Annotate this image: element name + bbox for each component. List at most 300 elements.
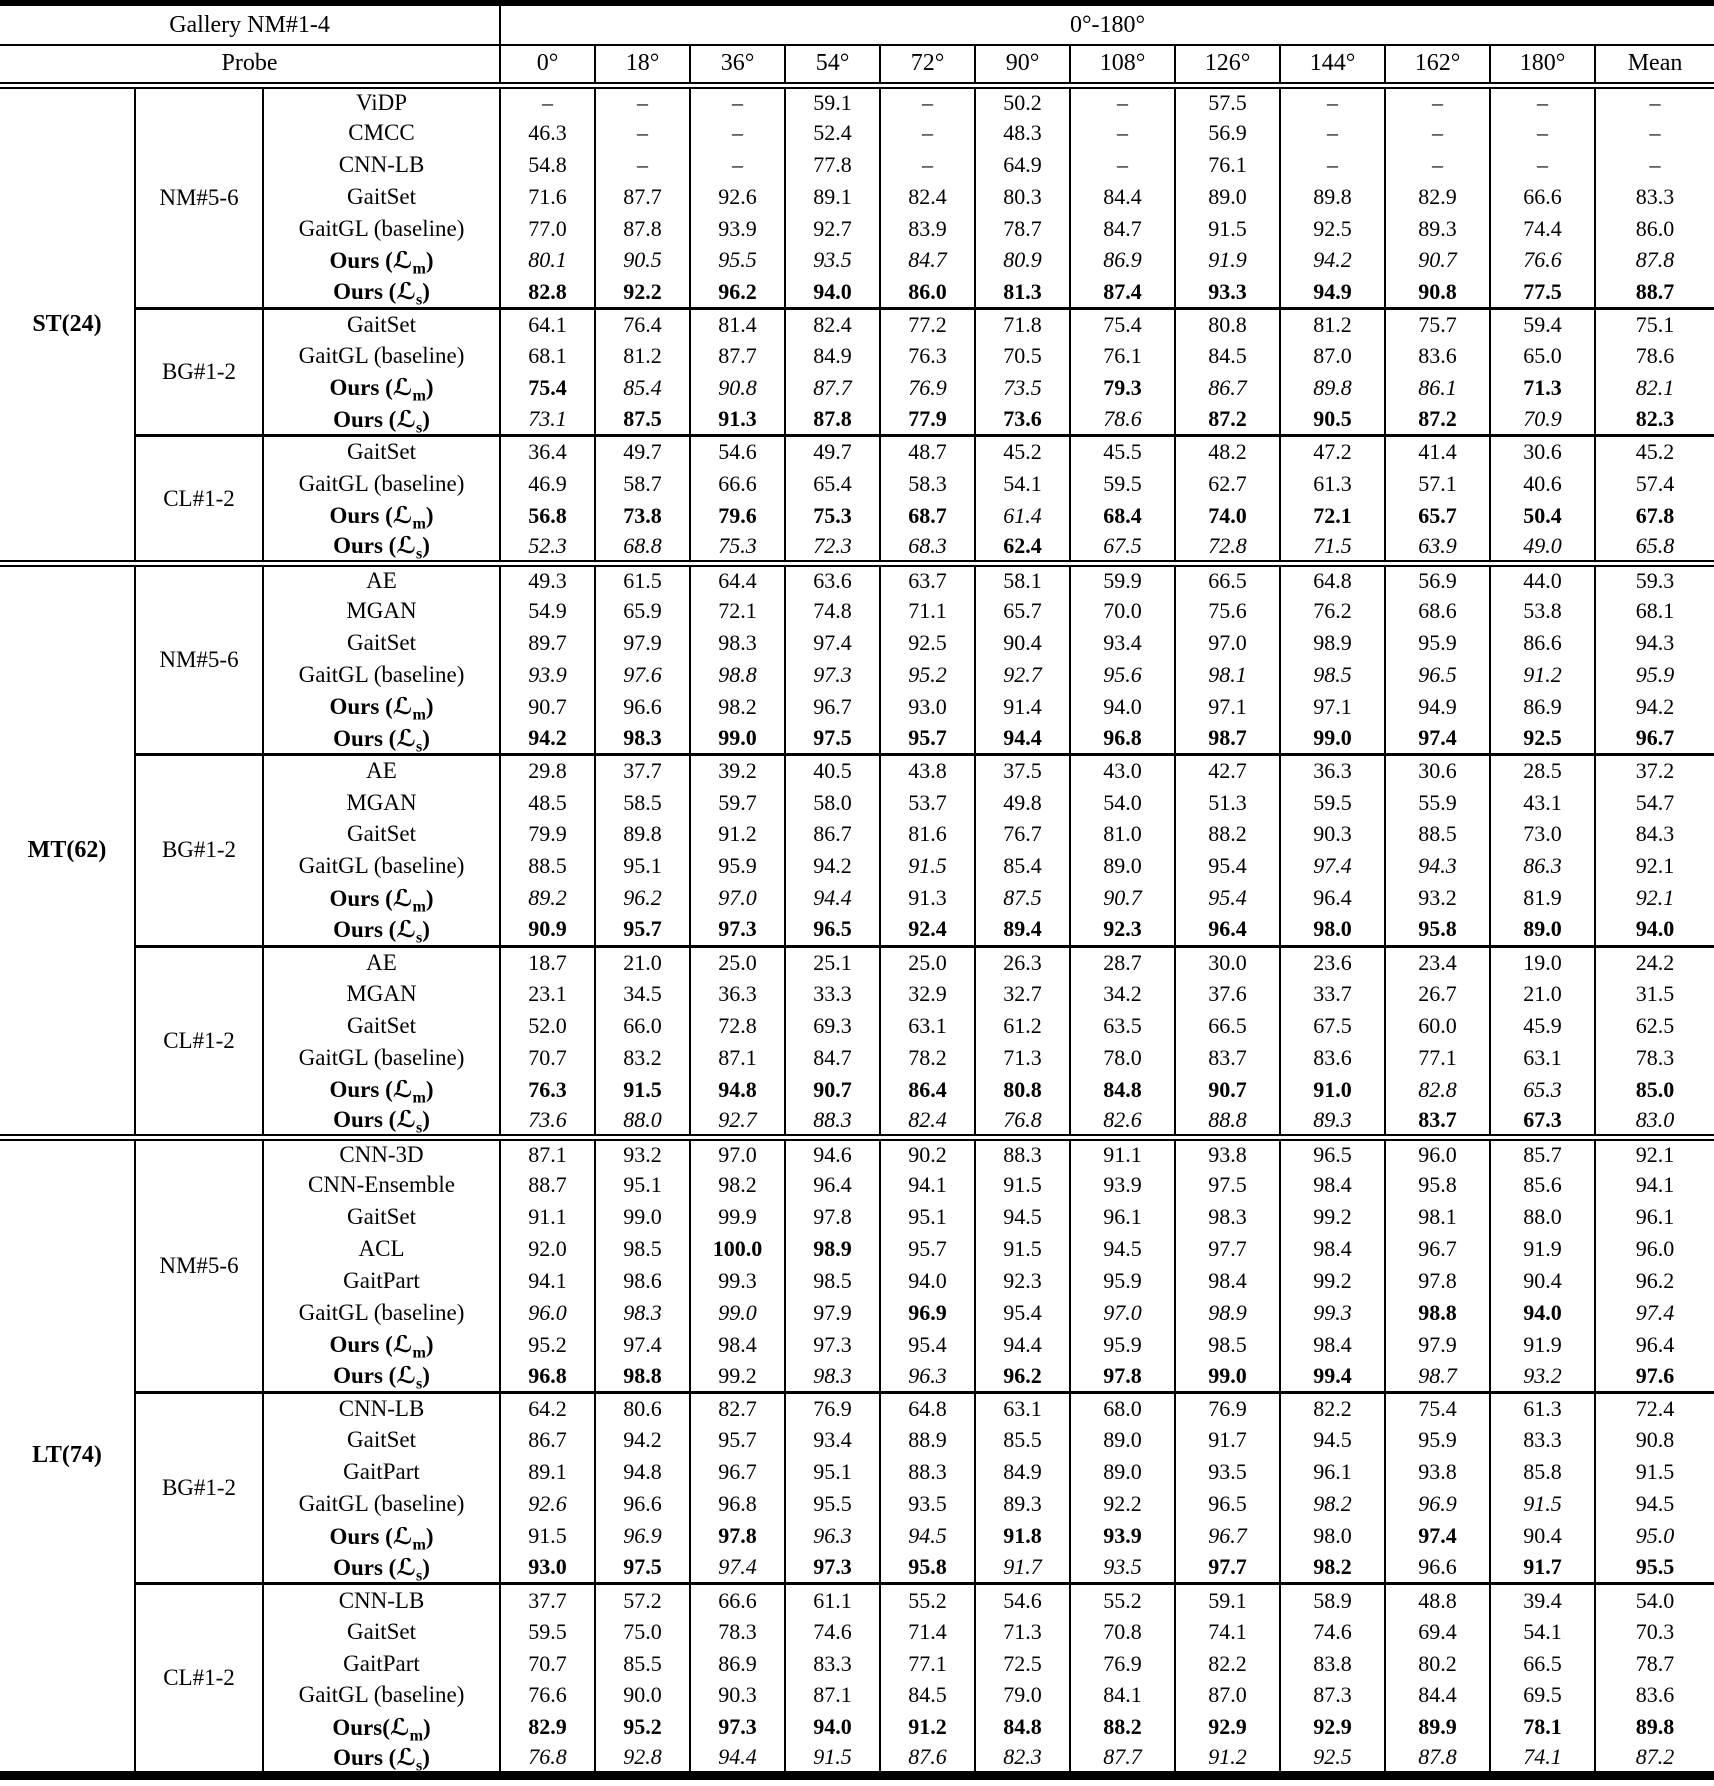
- value-cell: 86.9: [1070, 244, 1175, 276]
- value-cell: 64.4: [690, 563, 785, 595]
- value-cell: 97.7: [1175, 1552, 1280, 1584]
- value-cell: 96.9: [880, 1297, 975, 1329]
- value-cell: 96.3: [880, 1361, 975, 1393]
- value-cell: 98.0: [1280, 1520, 1385, 1552]
- value-cell: 36.4: [500, 436, 595, 468]
- value-cell: 89.8: [1280, 372, 1385, 404]
- method-cell: CNN-3D: [263, 1137, 500, 1169]
- value-cell: 34.2: [1070, 978, 1175, 1010]
- value-cell: 33.3: [785, 978, 880, 1010]
- value-cell: 82.9: [500, 1711, 595, 1743]
- table-body: [0, 85, 1714, 1775]
- value-cell: 54.1: [975, 468, 1070, 500]
- value-cell: 53.7: [880, 787, 975, 819]
- value-cell: 56.9: [1385, 563, 1490, 595]
- value-cell: 96.5: [1280, 1137, 1385, 1169]
- value-cell: 97.4: [595, 1329, 690, 1361]
- value-cell: 21.0: [1490, 978, 1595, 1010]
- condition-cell: BG#1-2: [135, 755, 263, 946]
- value-cell: 79.6: [690, 500, 785, 532]
- value-cell: 73.5: [975, 372, 1070, 404]
- value-cell: 68.3: [880, 531, 975, 563]
- value-cell: 90.7: [500, 691, 595, 723]
- value-cell: 95.9: [1385, 627, 1490, 659]
- value-cell: 75.6: [1175, 595, 1280, 627]
- value-cell: 82.3: [975, 1743, 1070, 1775]
- value-cell: 96.9: [1385, 1488, 1490, 1520]
- value-cell: 71.1: [880, 595, 975, 627]
- value-cell: 56.9: [1175, 117, 1280, 149]
- value-cell: 82.3: [1595, 404, 1714, 436]
- value-cell: 88.8: [1175, 1106, 1280, 1138]
- value-cell: 93.5: [785, 244, 880, 276]
- value-cell: 73.8: [595, 500, 690, 532]
- value-cell: 83.6: [1385, 340, 1490, 372]
- value-cell: 67.8: [1595, 500, 1714, 532]
- value-cell: 52.3: [500, 531, 595, 563]
- script-L-icon: ℒ: [392, 1076, 413, 1104]
- angle-header-cell: 108°: [1070, 45, 1175, 85]
- value-cell: –: [1490, 117, 1595, 149]
- value-cell: 89.8: [1595, 1711, 1714, 1743]
- value-cell: 98.7: [1385, 1361, 1490, 1393]
- value-cell: 97.3: [690, 914, 785, 946]
- value-cell: 75.4: [1385, 1393, 1490, 1425]
- value-cell: 95.8: [1385, 914, 1490, 946]
- value-cell: 76.7: [975, 818, 1070, 850]
- value-cell: 85.6: [1490, 1169, 1595, 1201]
- value-cell: 57.1: [1385, 468, 1490, 500]
- value-cell: 86.9: [690, 1648, 785, 1680]
- value-cell: 61.3: [1280, 468, 1385, 500]
- value-cell: 72.8: [690, 1010, 785, 1042]
- table-row: [0, 308, 1714, 340]
- condition-cell: BG#1-2: [135, 308, 263, 436]
- value-cell: 92.7: [975, 659, 1070, 691]
- value-cell: 63.1: [1490, 1042, 1595, 1074]
- method-cell: Ours (ℒ$_s$): [263, 404, 500, 436]
- value-cell: –: [880, 149, 975, 181]
- value-cell: 94.3: [1385, 850, 1490, 882]
- value-cell: 95.9: [1070, 1329, 1175, 1361]
- value-cell: 98.6: [595, 1265, 690, 1297]
- value-cell: –: [500, 85, 595, 117]
- value-cell: 91.9: [1490, 1233, 1595, 1265]
- value-cell: 61.3: [1490, 1393, 1595, 1425]
- value-cell: 96.0: [500, 1297, 595, 1329]
- value-cell: 87.8: [1385, 1743, 1490, 1775]
- value-cell: 73.6: [500, 1106, 595, 1138]
- value-cell: 93.3: [1175, 276, 1280, 308]
- value-cell: 97.4: [690, 1552, 785, 1584]
- value-cell: 73.6: [975, 404, 1070, 436]
- value-cell: –: [1595, 117, 1714, 149]
- value-cell: 45.2: [975, 436, 1070, 468]
- value-cell: 95.0: [1595, 1520, 1714, 1552]
- value-cell: 98.4: [690, 1329, 785, 1361]
- value-cell: 94.4: [975, 723, 1070, 755]
- value-cell: 83.7: [1175, 1042, 1280, 1074]
- value-cell: 85.4: [975, 850, 1070, 882]
- value-cell: 91.5: [1490, 1488, 1595, 1520]
- value-cell: 87.3: [1280, 1680, 1385, 1712]
- value-cell: 77.1: [880, 1648, 975, 1680]
- value-cell: 68.1: [1595, 595, 1714, 627]
- method-cell: Ours (ℒ$_m$): [263, 244, 500, 276]
- value-cell: 77.9: [880, 404, 975, 436]
- method-cell: Ours (ℒ$_s$): [263, 723, 500, 755]
- value-cell: 81.2: [1280, 308, 1385, 340]
- value-cell: 85.5: [595, 1648, 690, 1680]
- value-cell: 95.5: [785, 1488, 880, 1520]
- value-cell: 91.7: [975, 1552, 1070, 1584]
- method-cell: GaitSet: [263, 308, 500, 340]
- value-cell: 82.1: [1595, 372, 1714, 404]
- value-cell: 48.8: [1385, 1584, 1490, 1616]
- value-cell: 57.2: [595, 1584, 690, 1616]
- value-cell: 96.2: [595, 882, 690, 914]
- method-cell: ACL: [263, 1233, 500, 1265]
- value-cell: 44.0: [1490, 563, 1595, 595]
- value-cell: 71.5: [1280, 531, 1385, 563]
- method-cell: Ours (ℒ$_s$): [263, 1361, 500, 1393]
- value-cell: 95.1: [595, 1169, 690, 1201]
- value-cell: 96.4: [785, 1169, 880, 1201]
- table-header: [0, 3, 1714, 85]
- value-cell: 92.5: [1490, 723, 1595, 755]
- value-cell: 60.0: [1385, 1010, 1490, 1042]
- script-L-icon: ℒ: [396, 724, 417, 752]
- value-cell: 59.1: [1175, 1584, 1280, 1616]
- value-cell: 97.3: [785, 659, 880, 691]
- script-L-icon: ℒ: [392, 693, 413, 721]
- value-cell: 97.5: [1175, 1169, 1280, 1201]
- value-cell: 93.0: [880, 691, 975, 723]
- value-cell: 68.1: [500, 340, 595, 372]
- value-cell: 95.9: [690, 850, 785, 882]
- value-cell: 95.9: [1385, 1424, 1490, 1456]
- group-cell: MT(62): [0, 563, 135, 1137]
- value-cell: 94.0: [1595, 914, 1714, 946]
- value-cell: 98.9: [1280, 627, 1385, 659]
- value-cell: 86.6: [1490, 627, 1595, 659]
- value-cell: 71.4: [880, 1616, 975, 1648]
- script-L-icon: ℒ: [392, 884, 413, 912]
- value-cell: 92.2: [1070, 1488, 1175, 1520]
- method-cell: GaitGL (baseline): [263, 1042, 500, 1074]
- value-cell: 76.9: [1175, 1393, 1280, 1425]
- value-cell: 72.1: [690, 595, 785, 627]
- value-cell: 98.9: [785, 1233, 880, 1265]
- value-cell: 21.0: [595, 946, 690, 978]
- value-cell: 93.2: [595, 1137, 690, 1169]
- value-cell: 90.8: [690, 372, 785, 404]
- table-row: [0, 563, 1714, 595]
- value-cell: 91.0: [1280, 1074, 1385, 1106]
- method-cell: AE: [263, 946, 500, 978]
- value-cell: 75.0: [595, 1616, 690, 1648]
- method-cell: Ours (ℒ$_m$): [263, 882, 500, 914]
- value-cell: 89.8: [595, 818, 690, 850]
- value-cell: 64.1: [500, 308, 595, 340]
- value-cell: 72.5: [975, 1648, 1070, 1680]
- value-cell: 88.2: [1070, 1711, 1175, 1743]
- value-cell: 70.5: [975, 340, 1070, 372]
- value-cell: 74.0: [1175, 500, 1280, 532]
- value-cell: 65.0: [1490, 340, 1595, 372]
- method-cell: GaitSet: [263, 436, 500, 468]
- value-cell: 90.7: [1385, 244, 1490, 276]
- value-cell: 76.4: [595, 308, 690, 340]
- method-cell: MGAN: [263, 978, 500, 1010]
- value-cell: 87.7: [785, 372, 880, 404]
- value-cell: 92.6: [500, 1488, 595, 1520]
- value-cell: 54.9: [500, 595, 595, 627]
- value-cell: 81.0: [1070, 818, 1175, 850]
- condition-cell: CL#1-2: [135, 1584, 263, 1775]
- value-cell: 64.2: [500, 1393, 595, 1425]
- method-cell: GaitPart: [263, 1456, 500, 1488]
- value-cell: 97.4: [785, 627, 880, 659]
- value-cell: 87.1: [690, 1042, 785, 1074]
- method-cell: GaitGL (baseline): [263, 340, 500, 372]
- value-cell: 99.9: [690, 1201, 785, 1233]
- value-cell: 34.5: [595, 978, 690, 1010]
- value-cell: 72.3: [785, 531, 880, 563]
- value-cell: 71.3: [1490, 372, 1595, 404]
- value-cell: 82.6: [1070, 1106, 1175, 1138]
- value-cell: 97.8: [1385, 1265, 1490, 1297]
- script-L-icon: ℒ: [392, 246, 413, 274]
- script-L-icon: ℒ: [396, 915, 417, 943]
- value-cell: 97.1: [1175, 691, 1280, 723]
- angle-header-cell: 54°: [785, 45, 880, 85]
- value-cell: 95.2: [880, 659, 975, 691]
- value-cell: 91.3: [880, 882, 975, 914]
- value-cell: 66.5: [1175, 563, 1280, 595]
- value-cell: 89.3: [975, 1488, 1070, 1520]
- value-cell: 31.5: [1595, 978, 1714, 1010]
- value-cell: 76.6: [1490, 244, 1595, 276]
- value-cell: 49.3: [500, 563, 595, 595]
- value-cell: 98.8: [690, 659, 785, 691]
- value-cell: 80.1: [500, 244, 595, 276]
- value-cell: 86.9: [1490, 691, 1595, 723]
- value-cell: 48.7: [880, 436, 975, 468]
- value-cell: 84.7: [1070, 213, 1175, 245]
- value-cell: 37.2: [1595, 755, 1714, 787]
- value-cell: 71.3: [975, 1616, 1070, 1648]
- value-cell: 93.5: [880, 1488, 975, 1520]
- method-cell: Ours (ℒ$_s$): [263, 531, 500, 563]
- value-cell: 91.9: [1490, 1329, 1595, 1361]
- value-cell: 85.7: [1490, 1137, 1595, 1169]
- value-cell: 78.3: [1595, 1042, 1714, 1074]
- value-cell: 86.7: [1175, 372, 1280, 404]
- table-row: [0, 1584, 1714, 1616]
- value-cell: 88.7: [500, 1169, 595, 1201]
- value-cell: 78.6: [1070, 404, 1175, 436]
- value-cell: 59.4: [1490, 308, 1595, 340]
- value-cell: 61.4: [975, 500, 1070, 532]
- table-row: [0, 946, 1714, 978]
- value-cell: 75.1: [1595, 308, 1714, 340]
- value-cell: 75.4: [1070, 308, 1175, 340]
- value-cell: 93.9: [690, 213, 785, 245]
- value-cell: 84.8: [1070, 1074, 1175, 1106]
- method-cell: ViDP: [263, 85, 500, 117]
- value-cell: 24.2: [1595, 946, 1714, 978]
- value-cell: 95.2: [500, 1329, 595, 1361]
- value-cell: 95.5: [1595, 1552, 1714, 1584]
- value-cell: 69.5: [1490, 1680, 1595, 1712]
- value-cell: 84.3: [1595, 818, 1714, 850]
- value-cell: 92.2: [595, 276, 690, 308]
- value-cell: 78.7: [1595, 1648, 1714, 1680]
- value-cell: 65.8: [1595, 531, 1714, 563]
- value-cell: 29.8: [500, 755, 595, 787]
- value-cell: –: [1490, 85, 1595, 117]
- value-cell: 82.2: [1280, 1393, 1385, 1425]
- method-cell: GaitPart: [263, 1648, 500, 1680]
- value-cell: 72.4: [1595, 1393, 1714, 1425]
- value-cell: 97.0: [690, 1137, 785, 1169]
- value-cell: 94.5: [975, 1201, 1070, 1233]
- value-cell: 82.4: [880, 181, 975, 213]
- value-cell: 81.4: [690, 308, 785, 340]
- value-cell: 96.6: [595, 1488, 690, 1520]
- value-cell: 82.4: [880, 1106, 975, 1138]
- value-cell: 95.8: [1385, 1169, 1490, 1201]
- value-cell: 59.9: [1070, 563, 1175, 595]
- value-cell: 86.7: [785, 818, 880, 850]
- value-cell: 98.0: [1280, 914, 1385, 946]
- value-cell: 76.9: [785, 1393, 880, 1425]
- value-cell: 32.7: [975, 978, 1070, 1010]
- angle-header-cell: 180°: [1490, 45, 1595, 85]
- value-cell: 98.4: [1280, 1169, 1385, 1201]
- value-cell: 83.7: [1385, 1106, 1490, 1138]
- value-cell: –: [1070, 85, 1175, 117]
- value-cell: 87.8: [595, 213, 690, 245]
- value-cell: 65.9: [595, 595, 690, 627]
- group-cell: ST(24): [0, 85, 135, 563]
- value-cell: 96.6: [595, 691, 690, 723]
- value-cell: 25.0: [880, 946, 975, 978]
- value-cell: 84.8: [975, 1711, 1070, 1743]
- value-cell: 68.7: [880, 500, 975, 532]
- value-cell: 79.0: [975, 1680, 1070, 1712]
- value-cell: 91.5: [1595, 1456, 1714, 1488]
- value-cell: 87.0: [1280, 340, 1385, 372]
- value-cell: 90.9: [500, 914, 595, 946]
- value-cell: 97.3: [785, 1329, 880, 1361]
- value-cell: 91.1: [500, 1201, 595, 1233]
- value-cell: 53.8: [1490, 595, 1595, 627]
- value-cell: 89.0: [1490, 914, 1595, 946]
- value-cell: 59.5: [1070, 468, 1175, 500]
- value-cell: 59.3: [1595, 563, 1714, 595]
- value-cell: 43.8: [880, 755, 975, 787]
- value-cell: –: [1595, 149, 1714, 181]
- method-cell: GaitGL (baseline): [263, 659, 500, 691]
- value-cell: 28.7: [1070, 946, 1175, 978]
- value-cell: 94.8: [595, 1456, 690, 1488]
- value-cell: 84.7: [880, 244, 975, 276]
- value-cell: 48.2: [1175, 436, 1280, 468]
- value-cell: 93.0: [500, 1552, 595, 1584]
- script-L-icon: ℒ: [392, 1331, 413, 1359]
- value-cell: 87.2: [1175, 404, 1280, 436]
- method-cell: GaitGL (baseline): [263, 1488, 500, 1520]
- value-cell: 25.1: [785, 946, 880, 978]
- value-cell: 91.5: [975, 1169, 1070, 1201]
- value-cell: 85.5: [975, 1424, 1070, 1456]
- value-cell: 57.5: [1175, 85, 1280, 117]
- value-cell: 62.5: [1595, 1010, 1714, 1042]
- value-cell: 72.8: [1175, 531, 1280, 563]
- value-cell: 71.6: [500, 181, 595, 213]
- value-cell: 98.3: [690, 627, 785, 659]
- value-cell: 91.9: [1175, 244, 1280, 276]
- value-cell: 96.1: [1595, 1201, 1714, 1233]
- value-cell: 49.8: [975, 787, 1070, 819]
- value-cell: 68.0: [1070, 1393, 1175, 1425]
- value-cell: 84.7: [785, 1042, 880, 1074]
- value-cell: 98.3: [595, 723, 690, 755]
- value-cell: 50.4: [1490, 500, 1595, 532]
- value-cell: 82.9: [1385, 181, 1490, 213]
- value-cell: 52.4: [785, 117, 880, 149]
- value-cell: 94.5: [1070, 1233, 1175, 1265]
- value-cell: 48.5: [500, 787, 595, 819]
- angle-header-cell: 36°: [690, 45, 785, 85]
- value-cell: 87.7: [595, 181, 690, 213]
- value-cell: 88.3: [880, 1456, 975, 1488]
- value-cell: 91.7: [1175, 1424, 1280, 1456]
- method-cell: GaitSet: [263, 818, 500, 850]
- value-cell: 98.8: [1385, 1297, 1490, 1329]
- value-cell: 92.1: [1595, 1137, 1714, 1169]
- value-cell: 79.9: [500, 818, 595, 850]
- value-cell: 92.1: [1595, 882, 1714, 914]
- value-cell: 87.8: [1595, 244, 1714, 276]
- value-cell: 89.3: [1385, 213, 1490, 245]
- script-L-icon: ℒ: [396, 1553, 417, 1581]
- value-cell: 89.2: [500, 882, 595, 914]
- value-cell: 83.9: [880, 213, 975, 245]
- value-cell: 91.2: [1175, 1743, 1280, 1775]
- method-cell: Ours (ℒ$_m$): [263, 1074, 500, 1106]
- value-cell: 64.9: [975, 149, 1070, 181]
- method-cell: Ours (ℒ$_s$): [263, 1743, 500, 1775]
- value-cell: –: [690, 85, 785, 117]
- value-cell: 76.6: [500, 1680, 595, 1712]
- method-cell: GaitGL (baseline): [263, 1680, 500, 1712]
- value-cell: 23.4: [1385, 946, 1490, 978]
- value-cell: 91.5: [785, 1743, 880, 1775]
- value-cell: 86.1: [1385, 372, 1490, 404]
- value-cell: 88.0: [595, 1106, 690, 1138]
- value-cell: 92.6: [690, 181, 785, 213]
- angle-header-cell: 18°: [595, 45, 690, 85]
- value-cell: 18.7: [500, 946, 595, 978]
- value-cell: 98.2: [1280, 1488, 1385, 1520]
- value-cell: 67.3: [1490, 1106, 1595, 1138]
- value-cell: 100.0: [690, 1233, 785, 1265]
- value-cell: 94.1: [880, 1169, 975, 1201]
- value-cell: 77.5: [1490, 276, 1595, 308]
